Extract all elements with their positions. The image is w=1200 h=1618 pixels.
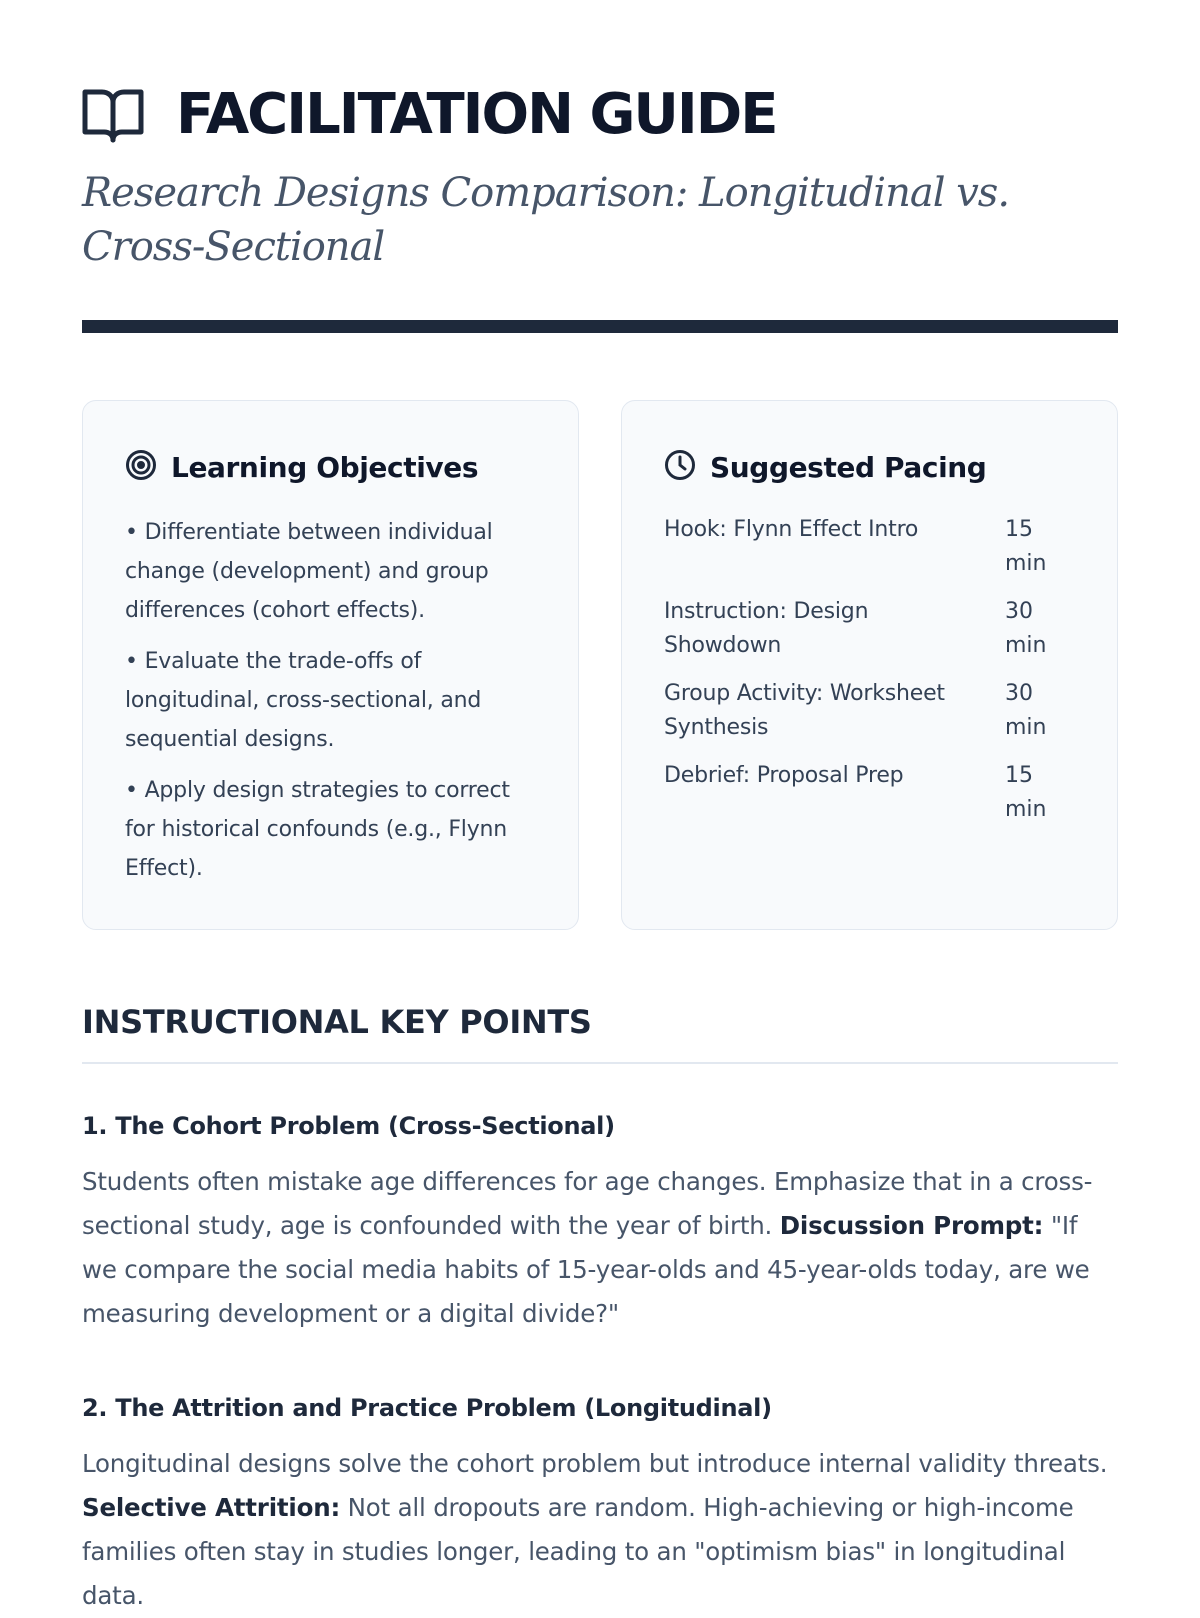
summary-cards <box>82 400 1118 930</box>
clock-icon <box>664 449 710 485</box>
list-item: • Evaluate the trade-offs of longitudinal, cross-sectional, and sequential designs. <box>125 649 482 752</box>
pacing-time: 15 min <box>1005 763 1047 822</box>
title-row <box>82 80 1118 150</box>
pacing-activity: Group Activity: Worksheet Synthesis <box>664 681 945 740</box>
pacing-time: 30 min <box>1005 599 1047 658</box>
pacing-time: 30 min <box>1005 681 1047 740</box>
key-point-title: 2. The Attrition and Practice Problem (Longitudinal) <box>82 1394 772 1422</box>
pacing-row <box>664 677 1077 745</box>
target-icon <box>125 449 171 485</box>
suggested-pacing-card <box>621 400 1118 930</box>
key-point-body <box>82 1442 1118 1618</box>
pacing-activity: Instruction: Design Showdown <box>664 599 869 658</box>
pacing-row <box>664 513 1077 581</box>
pacing-row <box>664 595 1077 663</box>
page-title: FACILITATION GUIDE <box>176 82 777 147</box>
pacing-row <box>664 759 1077 827</box>
key-point <box>82 1110 1118 1336</box>
key-point-text: Students often mistake age differences for age changes. Emphasize that in a cross-sectional study, age is confounded with the year of birth. <box>82 1167 1093 1240</box>
key-point-text: Longitudinal designs solve the cohort problem but introduce internal validity threats. <box>82 1449 1108 1478</box>
card-header <box>125 447 538 487</box>
key-point-emphasis: Discussion Prompt: <box>779 1211 1044 1240</box>
pacing-activity: Hook: Flynn Effect Intro <box>664 517 919 542</box>
list-item: • Apply design strategies to correct for historical confounds (e.g., Flynn Effect). <box>125 778 510 881</box>
objectives-list <box>125 513 538 888</box>
learning-objectives-card <box>82 400 579 930</box>
card-title: Learning Objectives <box>171 450 479 484</box>
key-point-text: "If we compare the social media habits of 15-year-olds and 45-year-olds today, are we measuring development or a digital divide?" <box>82 1211 1090 1328</box>
section-heading: INSTRUCTIONAL KEY POINTS <box>82 1003 592 1041</box>
key-point-title: 1. The Cohort Problem (Cross-Sectional) <box>82 1112 615 1140</box>
key-point-body <box>82 1160 1118 1336</box>
card-title: Suggested Pacing <box>710 450 987 484</box>
section-divider <box>82 1062 1118 1064</box>
key-point-text: Not all dropouts are random. High-achieving or high-income families often stay in studies longer, leading to an "optimism bias" in longitudinal data. <box>82 1493 1074 1610</box>
pacing-time: 15 min <box>1005 517 1047 576</box>
pacing-activity: Debrief: Proposal Prep <box>664 763 904 788</box>
header <box>82 0 1118 333</box>
page-subtitle: Research Designs Comparison: Longitudinal vs. Cross-Sectional <box>82 170 1010 270</box>
list-item: • Differentiate between individual change (development) and group differences (cohort effects). <box>125 520 493 623</box>
card-header <box>664 447 1077 487</box>
book-icon <box>82 84 148 146</box>
pacing-list <box>664 513 1077 827</box>
key-point-emphasis: Selective Attrition: <box>82 1493 341 1522</box>
key-point <box>82 1392 1118 1618</box>
header-divider <box>82 320 1118 333</box>
